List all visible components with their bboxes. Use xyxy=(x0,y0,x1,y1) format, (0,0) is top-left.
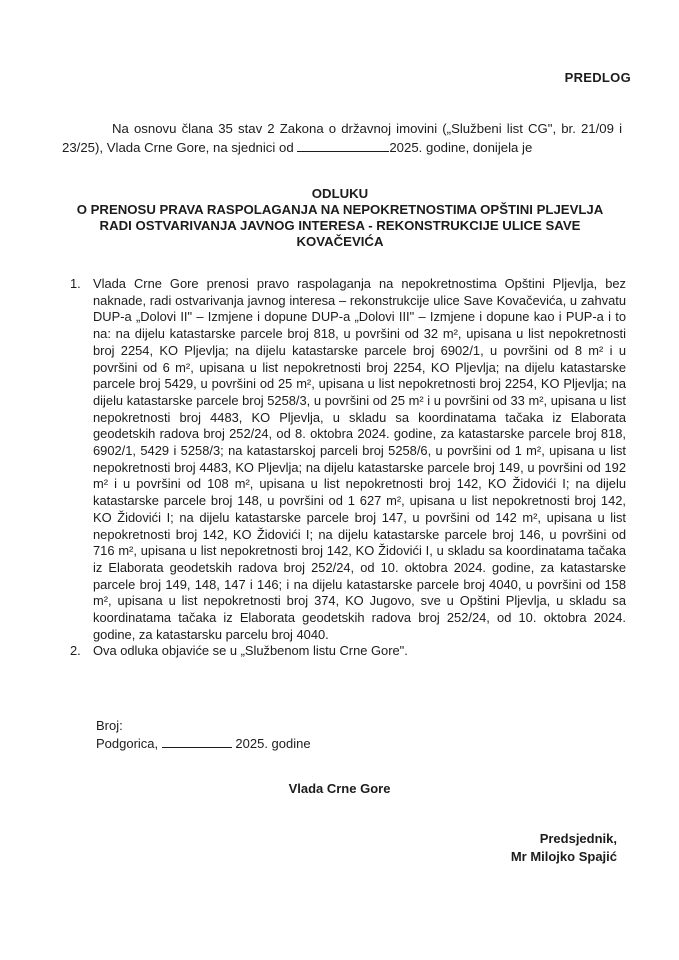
reference-number: Broj: xyxy=(96,718,123,733)
list-item xyxy=(70,643,626,660)
proposal-stamp: PREDLOG xyxy=(564,70,631,85)
session-date-blank xyxy=(297,140,389,152)
issuing-authority: Vlada Crne Gore xyxy=(288,781,391,796)
list-item xyxy=(70,276,626,643)
place-date-line xyxy=(96,735,311,753)
item-text: Vlada Crne Gore prenosi pravo raspolaganja na nepokretnostima Opštini Pljevlja, bez naknade, radi ostvarivanja javnog interesa – rekonstrukcije ulice Save Kovačevića, u zahvatu DUP-a „Dolovi II" – Izmjene i dopune DUP-a „Dolovi III" – Izmjene i dopune kao i PUP-a i to na: na dijelu katastarske parcele broj 818, u površini od 32 m², upisana u list nepokretnosti broj 2254, KO Pljevlja; na dijelu katastarske parcele broj 6902/1, u površini od 8 m² i u površini od 6 m², upisana u list nepokretnosti broj 2254, KO Pljevlja; na dijelu katastarske parcele broj 5429, u površini od 25 m², upisana u list nepokretnosti broj 2254, KO Pljevlja; na dijelu katastarske parcele broj 5258/3, u površini od 25 m² i u površini od 33 m², upisana u list nepokretnosti broj 4483, KO Pljevlja, u skladu sa koordinatama tačaka iz Elaborata geodetskih radova broj 252/24, od 8. oktobra 2024. godine, za katastarske parcele broj 818, 6902/1, 5429 i 5258/3; na katastarskoj parceli broj 5258/6, u površini od 1 m², upisana u list nepokretnosti broj 4483, KO Pljevlja; na dijelu katastarske parcele broj 149, u površini od 192 m² i u površini od 108 m², upisana u list nepokretnosti broj 142, KO Židovići I; na dijelu katastarske parcele broj 148, u površini od 1 627 m², upisana u list nepokretnosti broj 142, KO Židovići I; na dijelu katastarske parcele broj 147, u površini od 142 m², upisana u list nepokretnosti broj 142, KO Židovići I; na dijelu katastarske parcele broj 146, u površini od 716 m², upisana u list nepokretnosti broj 142, KO Židovići I, u skladu sa koordinatama tačaka iz Elaborata geodetskih radova broj 252/24, od 10. oktobra 2024. godine, za katastarske parcele broj 149, 148, 147 i 146; i na dijelu katastarske parcele broj 4040, u površini od 158 m², upisana u list nepokretnosti broj 374, KO Jugovo, sve u Opštini Pljevlja, u skladu sa koordinatama tačaka iz Elaborata geodetskih radova broj 252/24, od 10. oktobra 2024. godine, za katastarsku parcelu broj 4040. xyxy=(93,276,626,642)
signatory-name: Mr Milojko Spajić xyxy=(510,849,617,864)
place-label: Podgorica, xyxy=(96,736,159,751)
item-number: 1. xyxy=(70,276,81,291)
decision-subject: O PRENOSU PRAVA RASPOLAGANJA NA NEPOKRETNOSTIMA OPŠTINI PLJEVLJA RADI OSTVARIVANJA JAVNOG INTERESA - REKONSTRUKCIJE ULICE SAVE KOVAČEVIĆA xyxy=(76,202,604,249)
reference-block xyxy=(96,717,311,753)
decision-items xyxy=(70,276,626,660)
year-label: 2025. godine xyxy=(235,736,311,751)
legal-basis-part2: 2025. godine, donijela je xyxy=(389,140,533,155)
signature-block xyxy=(511,830,617,866)
legal-basis-part1: Na osnovu člana 35 stav 2 Zakona o državnoj imovini („Službeni list CG", br. 21/09 i 23/25), Vlada Crne Gore, na sjednici od xyxy=(62,121,622,155)
item-number: 2. xyxy=(70,643,81,659)
legal-basis-text xyxy=(62,119,622,157)
decision-heading xyxy=(60,186,620,250)
item-text: Ova odluka objaviće se u „Službenom listu Crne Gore". xyxy=(93,643,408,659)
decision-title: ODLUKU xyxy=(311,186,369,201)
legal-basis-paragraph xyxy=(62,119,622,157)
date-blank xyxy=(162,736,232,748)
signatory-title: Predsjednik, xyxy=(539,831,617,846)
